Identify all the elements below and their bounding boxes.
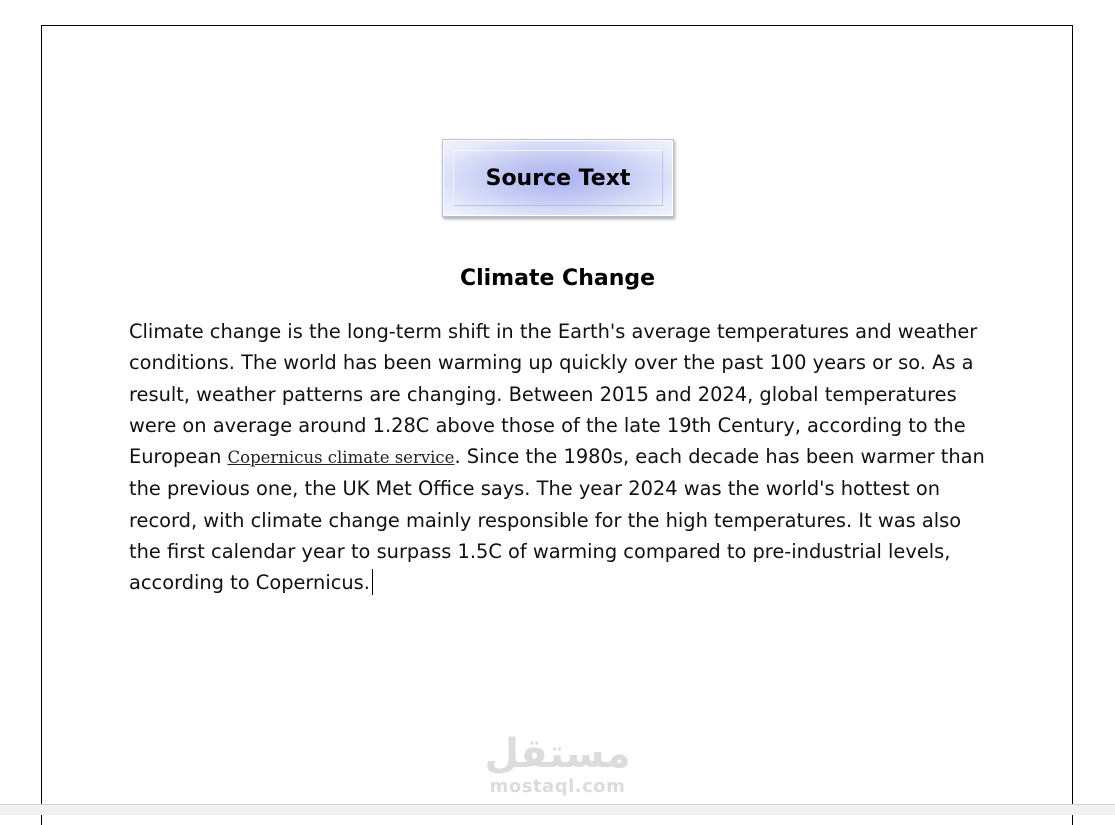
copernicus-link[interactable]: Copernicus climate service — [227, 448, 455, 468]
watermark — [480, 730, 635, 796]
document-body[interactable] — [129, 316, 989, 599]
watermark-arabic: مستقل — [484, 731, 631, 777]
text-cursor — [372, 569, 373, 595]
document-title: Climate Change — [459, 266, 656, 291]
watermark-latin: mostaql.com — [489, 776, 626, 797]
source-text-button[interactable] — [442, 139, 674, 217]
source-text-label: Source Text — [485, 165, 631, 191]
body-text-part-1: Climate change is the long-term shift in the Earth's average temperatures and weather conditions. The world has been warming up quickly over the past 100 years or so. As a result, weather patterns are changing. Between 2015 and 2024, global temperatures were on average around 1.28C above those of the late 19th Century, according to the European — [129, 320, 978, 469]
body-text-part-2: . Since the 1980s, each decade has been warmer than the previous one, the UK Met Office says. The year 2024 was the world's hottest on record, with climate change mainly responsible for the high temperatures. It was also the first calendar year to surpass 1.5C of warming compared to pre-industrial levels, according to Copernicus. — [129, 445, 985, 595]
status-bar — [0, 804, 1115, 815]
